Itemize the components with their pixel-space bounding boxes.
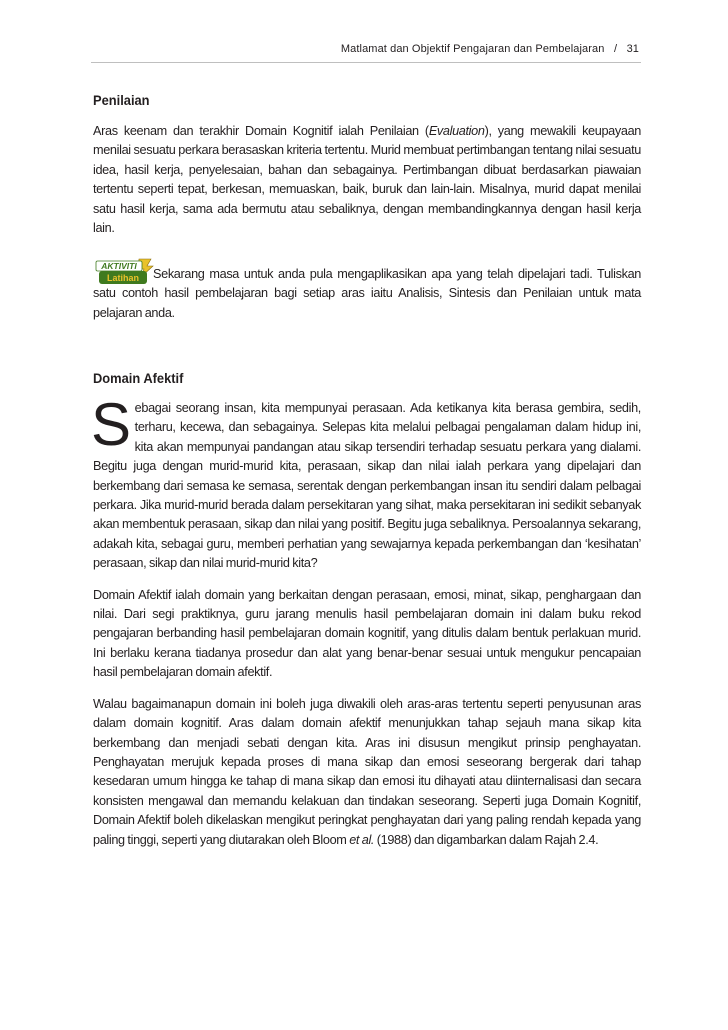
term-evaluation: Evaluation [428, 124, 485, 138]
paragraph-penilaian: Aras keenam dan terakhir Domain Kognitif ialah Penilaian (Evaluation), yang mewakili keupayaan menilai sesuatu perkara berasaskan kriteria tertentu. Murid membuat pertimbangan tentang nilai sesuatu idea, hasil kerja, penyelesaian, bahan dan sebagainya. Pertimbangan dibuat berdasarkan piawaian tertentu seperti tepat, berkesan, memuaskan, baik, buruk dan lain-lain. Misalnya, murid dapat menilai satu hasil kerja, sama ada bermutu atau sebaliknya, dengan membandingkannya dengan hasil kerja lain. [93, 124, 641, 236]
paragraph-afektif-3: Walau bagaimanapun domain ini boleh juga diwakili oleh aras-aras tertentu seperti penyusunan aras dalam domain kognitif. Aras dalam domain afektif menunjukkan tahap sejauh mana sikap kita berkembang dan menjadi sebati dengan kita. Aras ini disusun mengikut prinsip penghayatan. Penghayatan merujuk kepada proses di mana sikap dan emosi seseorang bergerak dari tahap kesedaran umum hingga ke tahap di mana sikap dan emosi itu dihayati atau diinternalisasi dan secara konsisten mengawal dan memandu kelakuan dan tindakan seseorang. Seperti juga Domain Kognitif, Domain Afektif boleh dikelaskan mengikut peringkat penghayatan dari yang paling rendah kepada yang paling tinggi, seperti yang diutarakan oleh Bloom et al. (1988) dan digambarkan dalam Rajah 2.4. [93, 696, 641, 847]
badge-label-top: AKTIVITI [101, 261, 137, 271]
section-heading-penilaian: Penilaian [93, 92, 150, 108]
paragraph-afektif-1: Sebagai seorang insan, kita mempunyai perasaan. Ada ketikanya kita berasa gembira, sedih, terharu, kecewa, dan sebagainya. Selepas kita melalui pelbagai pengalaman dalam hidup ini, kita akan mempunyai pandangan atau sikap tersendiri terhadap sesuatu perkara yang dialami. Begitu juga dengan murid-murid kita, perasaan, sikap dan nilai ialah perkara yang dipelajari dan berkembang dari semasa ke semasa, serentak dengan perkembangan insan itu sendiri dalam pelbagai perkara. Jika murid-murid berada dalam persekitaran yang sihat, maka persekitaran ini sedikit sebanyak akan membentuk perasaan, sikap dan nilai yang positif. Begitu juga sebaliknya. Persoalannya sekarang, adakah kita, sebagai guru, memberi perhatian yang sewajarnya kepada perkembangan dan ‘kesihatan’ perasaan, sikap dan nilai murid-murid kita? [91, 391, 641, 571]
section-heading-afektif: Domain Afektif [93, 370, 184, 386]
badge-label-bottom: Latihan [106, 273, 140, 283]
header-rule [91, 62, 641, 63]
dropcap: S [91, 391, 131, 458]
activity-text: Sekarang masa untuk anda pula mengaplikasikan apa yang telah dipelajari tadi. Tuliskan satu contoh hasil pembelajaran bagi setiap aras iaitu Analisis, Sintesis dan Penilaian untuk mata pelajaran anda. [93, 267, 641, 320]
running-header [341, 43, 639, 55]
penilaian-body [93, 122, 641, 238]
section-penilaian [93, 92, 641, 108]
section-afektif [93, 370, 641, 386]
paragraph-afektif-2: Domain Afektif ialah domain yang berkaitan dengan perasaan, emosi, minat, sikap, penghargaan dan nilai. Dari segi praktiknya, guru jarang menulis hasil pembelajaran domain ini dalam buku rekod pengajaran berbanding hasil pembelajaran domain kognitif, yang ditulis dalam bentuk perlakuan murid. Ini berlaku kerana tiadanya prosedur dan alat yang benar-benar sesuai untuk mengukur pencapaian hasil pembelajaran domain afektif. [93, 587, 641, 680]
afektif-body [91, 391, 641, 850]
running-title: Matlamat dan Objektif Pengajaran dan Pembelajaran [340, 43, 605, 55]
citation-et-al: et al. [349, 832, 375, 847]
header-separator: / [613, 43, 618, 55]
page-number: 31 [626, 43, 639, 55]
activity-box [93, 265, 641, 323]
